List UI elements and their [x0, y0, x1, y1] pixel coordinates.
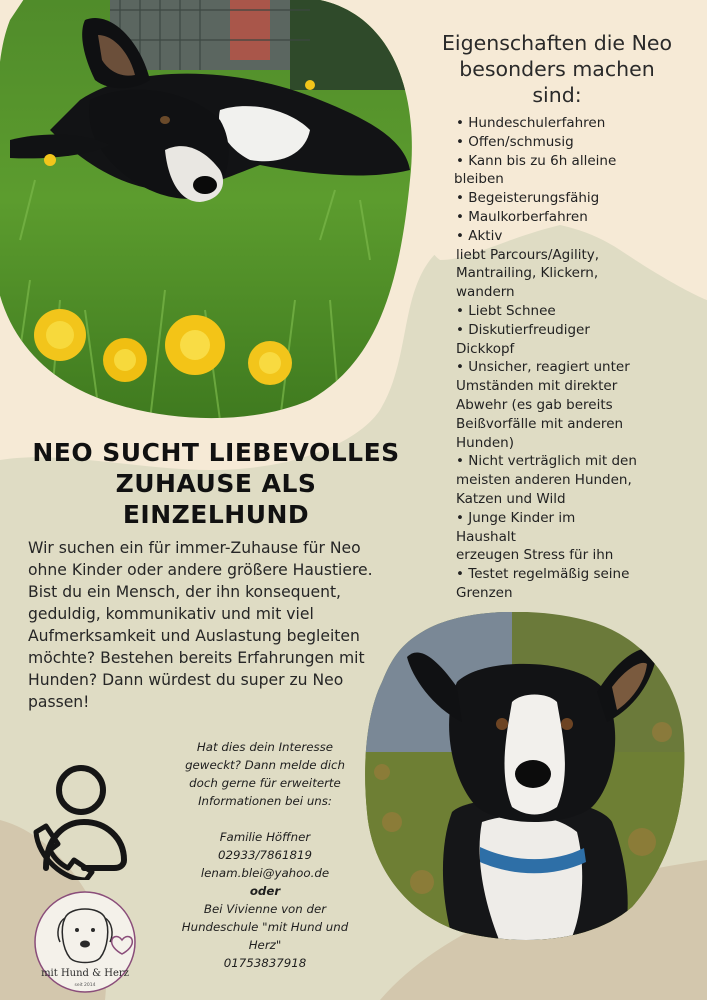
traits-list-item: meisten anderen Hunden, [456, 472, 632, 489]
contact-intro-line: Hat dies dein Interesse [196, 740, 334, 754]
contact-family: Familie Höffner [219, 830, 311, 844]
traits-list-item: Katzen und Wild [456, 490, 566, 507]
headline [20, 437, 412, 530]
description [28, 537, 402, 713]
traits-list-item: • Junge Kinder im [456, 509, 576, 526]
traits-list-item: Mantrailing, Klickern, [456, 265, 599, 282]
traits-title-line: Eigenschaften die Neo [441, 31, 673, 55]
contact-or: oder [249, 884, 281, 898]
traits-list-item: liebt Parcours/Agility, [456, 246, 600, 263]
contact-phone[interactable]: 01753837918 [223, 956, 307, 970]
traits-title-line: sind: [532, 83, 582, 107]
traits-list [456, 114, 704, 603]
contact-block [145, 738, 385, 972]
headline-line: NEO SUCHT LIEBEVOLLES [32, 438, 400, 467]
headline-line: ZUHAUSE ALS [115, 469, 317, 498]
description-paragraph: Wir suchen ein für immer-Zuhause für Neo ohne Kinder oder andere größere Haustiere. [28, 539, 373, 579]
traits-list-item: Dickkopf [456, 340, 515, 357]
traits-list-item: erzeugen Stress für ihn [456, 547, 614, 564]
person-phone-icon [24, 760, 134, 880]
contact-intro-line: geweckt? Dann melde dich [185, 758, 345, 772]
dog-lying-photo [0, 0, 415, 420]
hundeschule-logo [30, 888, 145, 996]
logo-since: seit 2014 [74, 983, 96, 988]
traits-list-item: Grenzen [456, 584, 513, 601]
traits-list-item: • Nicht verträglich mit den [456, 453, 637, 470]
traits-list-item: Hunden) [456, 434, 514, 451]
traits-list-item: • Kann bis zu 6h alleine [456, 152, 617, 169]
traits-list-item: bleiben [454, 171, 504, 188]
traits-list-item: • Unsicher, reagiert unter [456, 359, 630, 376]
traits-list-item: • Testet regelmäßig seine [456, 566, 630, 583]
headline-line: EINZELHUND [122, 500, 310, 529]
traits-title [412, 30, 702, 108]
traits-list-item: • Aktiv [456, 227, 503, 244]
contact-school-line: Herz" [248, 938, 282, 952]
logo-text: mit Hund & Herz [41, 968, 129, 979]
traits-list-item: • Maulkorberfahren [456, 208, 588, 225]
traits-list-item: • Offen/schmusig [456, 133, 574, 150]
traits-list-item: • Begeisterungsfähig [456, 190, 600, 207]
contact-email[interactable]: lenam.blei@yahoo.de [200, 866, 330, 880]
traits-list-item: Abwehr (es gab bereits [456, 396, 613, 413]
traits-list-item: • Diskutierfreudiger [456, 321, 590, 338]
contact-intro-line: doch gerne für erweiterte [189, 776, 341, 790]
traits-list-item: wandern [456, 284, 515, 301]
traits-list-item: • Hundeschulerfahren [456, 115, 606, 131]
contact-intro-line: Informationen bei uns: [198, 794, 332, 808]
description-paragraph: Bist du ein Mensch, der ihn konsequent, geduldig, kommunikativ und mit viel Aufmerksamkeit und Auslastung begleiten möchte? Bestehen bereits Erfahrungen mit Hunden? Dann würdest du super zu Neo passen! [28, 583, 365, 711]
traits-list-item: Beißvorfälle mit anderen [456, 415, 624, 432]
contact-school-line: Bei Vivienne von der [203, 902, 327, 916]
contact-phone[interactable]: 02933/7861819 [217, 848, 313, 862]
traits-list-item: • Liebt Schnee [456, 302, 556, 319]
traits-title-line: besonders machen [459, 57, 655, 81]
traits-list-item: Umständen mit direkter [456, 378, 618, 395]
contact-school-line: Hundeschule "mit Hund und [181, 920, 349, 934]
traits-list-item: Haushalt [456, 528, 516, 545]
dog-sitting-photo [362, 612, 687, 947]
